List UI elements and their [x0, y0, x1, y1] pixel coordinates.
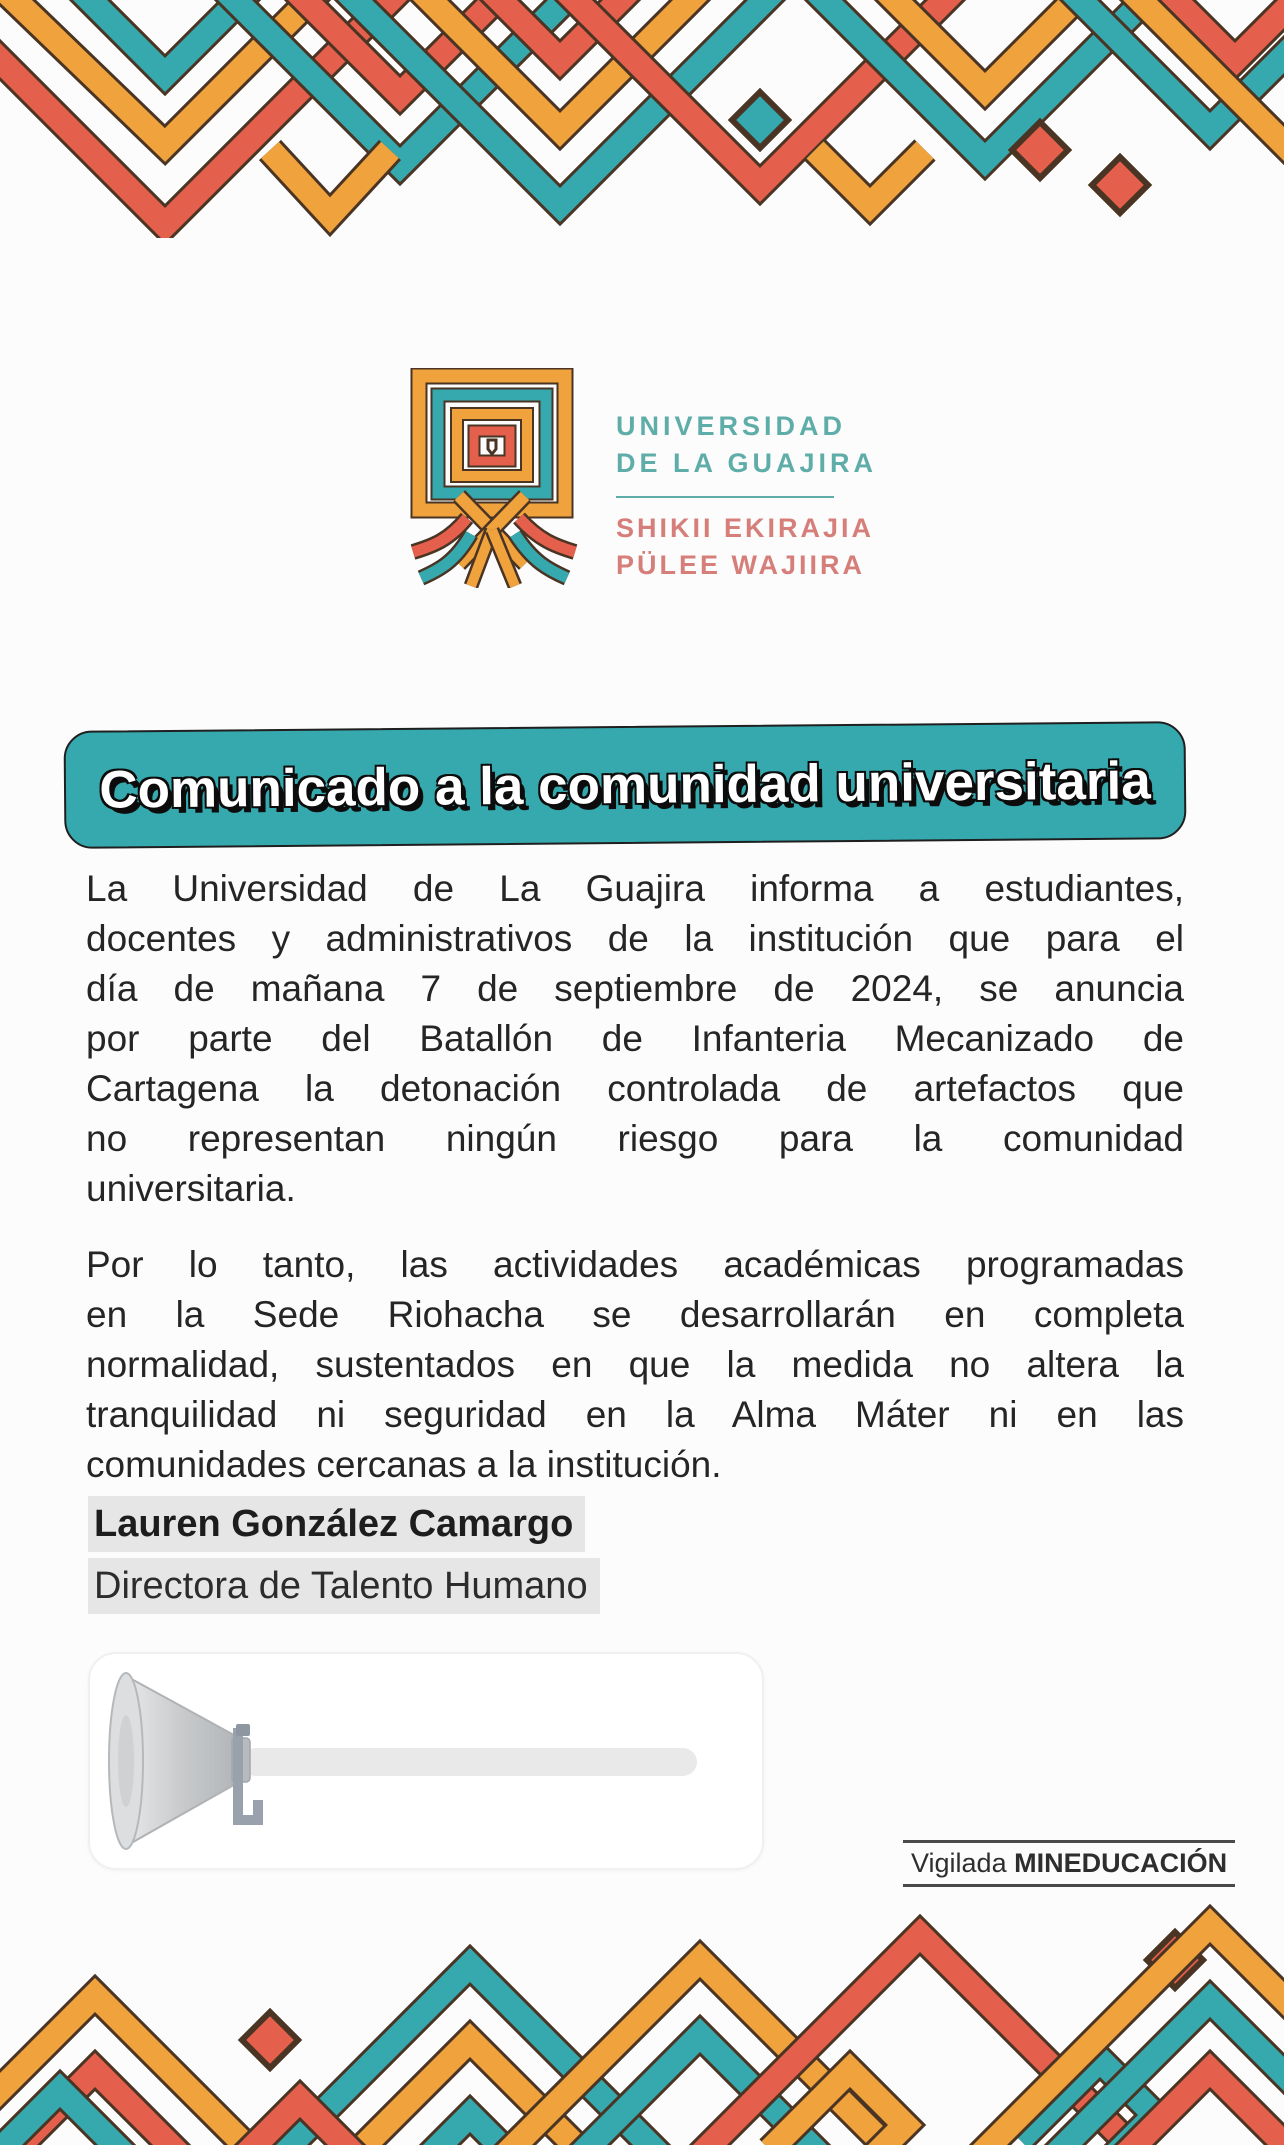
mineducacion-word: MINEDUCACIÓN [1014, 1848, 1228, 1878]
university-wordmark [616, 368, 877, 584]
paragraph-2: Por lo tanto, las actividades académicas programadas en la Sede Riohacha se desarrollarán en completa normalidad, sustentados en que la medida no altera la tranquilidad ni seguridad en la Alma Máter ni en las comunidades cercanas a la institución. [86, 1244, 1184, 1485]
signature-name: Lauren González Camargo [88, 1496, 585, 1552]
signature-title: Directora de Talento Humano [88, 1558, 600, 1614]
wayuu-pattern-bottom-icon [0, 1900, 1284, 2145]
vigilada-mineducacion-label [903, 1840, 1235, 1887]
university-wayuu-line1: SHIKII EKIRAJIA [615, 513, 875, 543]
logo-divider [616, 496, 834, 498]
vigilada-word: Vigilada [911, 1848, 1007, 1878]
announcement-body [86, 864, 1184, 1490]
university-name-line2: DE LA GUAJIRA [615, 448, 877, 478]
university-emblem-icon [407, 368, 582, 588]
audio-progress-bar [242, 1748, 697, 1776]
page-title: Comunicado a la comunidad universitaria [99, 750, 1151, 820]
university-wayuu-line2: PÜLEE WAJIIRA [615, 550, 866, 580]
megaphone-icon [109, 1673, 258, 1849]
title-banner [64, 721, 1187, 849]
paragraph-1: La Universidad de La Guajira informa a estudiantes, docentes y administrativos de la institución que para el día de mañana 7 de septiembre de 2024, se anuncia por parte del Batallón de Infanteria Mecanizado de Cartagena la detonación controlada de artefactos que no representan ningún riesgo para la comunidad universitaria. [86, 868, 1184, 1209]
wayuu-pattern-top-icon [0, 0, 1284, 238]
signature-block [88, 1496, 600, 1620]
megaphone-audio-card [88, 1652, 764, 1870]
university-logo [0, 368, 1284, 588]
university-name-line1: UNIVERSIDAD [615, 411, 847, 441]
